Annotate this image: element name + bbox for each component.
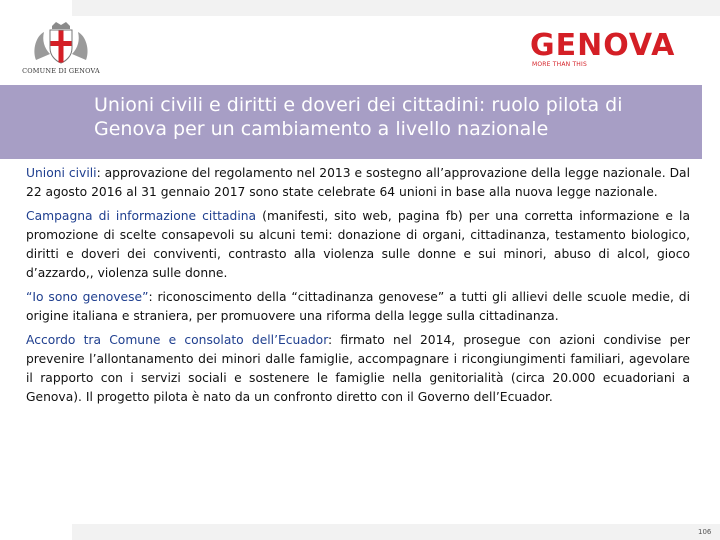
page-number: 106 <box>698 528 712 536</box>
brand-tagline: MORE THAN THIS <box>532 61 587 68</box>
paragraph-text: : firmato nel 2014, prosegue con azioni condivise per prevenire l’allontanamento dei minori dalle famiglie, accompagnare i ricongiungimenti familiari, agevolare il rapporto con i servizi sociali e sostenere le famiglie nella genitorialità (circa 20.000 ecuadoriani a Genova). Il progetto pilota è nato da un confronto diretto con il Governo dell’Ecuador. <box>26 333 690 404</box>
logo-caption: COMUNE DI GENOVA <box>22 67 100 75</box>
title-bar <box>0 85 702 159</box>
paragraph-lead: Unioni civili <box>26 166 97 180</box>
paragraph-text: : approvazione del regolamento nel 2013 e sostegno all’approvazione della legge nazionale. Dal 22 agosto 2016 al 31 gennaio 2017 sono state celebrate 64 unioni in base alla nuova legge nazionale. <box>26 166 690 199</box>
paragraph-text: (manifesti, sito web, pagina fb) per una corretta informazione e la promozione di scelte consapevoli su alcuni temi: donazione di organi, cittadinanza, testamento biologico, diritti e doveri dei conviventi, contrasto alla violenza sulle donne e sui minori, abuso di alcol, gioco d’azzardo,, violenza sulle donne. <box>26 209 690 280</box>
top-decorative-band <box>72 0 720 16</box>
paragraph-io-sono-genovese <box>26 288 690 326</box>
slide-title: Unioni civili e diritti e doveri dei cittadini: ruolo pilota di Genova per un cambiamento a livello nazionale <box>94 94 623 140</box>
paragraph-lead: Campagna di informazione cittadina <box>26 209 257 223</box>
paragraph-unioni-civili <box>26 164 690 202</box>
paragraph-text: : riconoscimento della “cittadinanza genovese” a tutti gli allievi delle scuole medie, di origine italiana e straniera, per promuovere una riforma della legge sulla cittadinanza. <box>26 290 691 323</box>
comune-di-genova-logo <box>18 20 104 80</box>
paragraph-campagna <box>26 207 690 283</box>
content-body <box>26 164 690 412</box>
brand-word: GENOVA <box>530 28 676 63</box>
bottom-decorative-band <box>72 524 720 540</box>
paragraph-lead: “Io sono genovese” <box>26 290 149 304</box>
paragraph-accordo-ecuador <box>26 331 690 407</box>
coat-of-arms-icon <box>30 20 92 66</box>
genova-brand-logo <box>530 28 705 72</box>
paragraph-lead: Accordo tra Comune e consolato dell’Ecuador <box>26 333 329 347</box>
